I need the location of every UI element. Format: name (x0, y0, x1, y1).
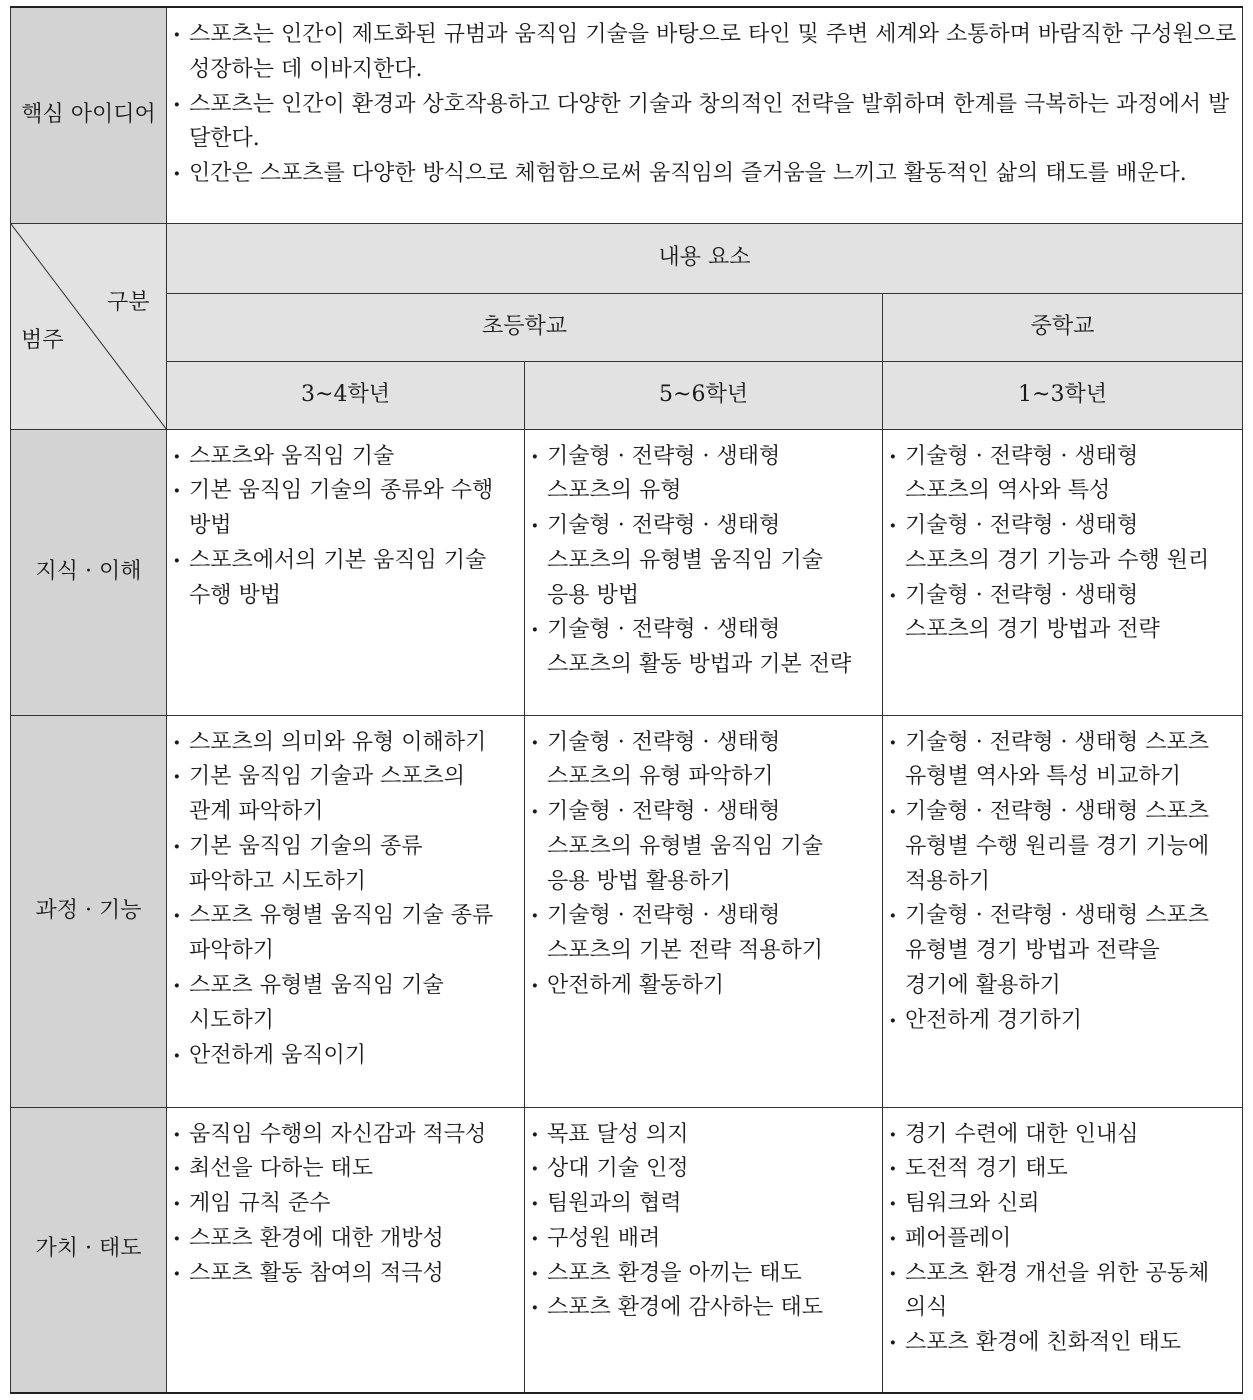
grade-1-3-header: 1~3학년 (883, 361, 1243, 429)
core-idea-item: · 스포츠는 인간이 환경과 상호작용하고 다양한 기술과 창의적인 전략을 발휘하며 한계를 극복하는 과정에서 발달한다. (171, 88, 1242, 158)
content-item: · 스포츠의 의미와 유형 이해하기 (171, 726, 524, 761)
content-item: · 페어플레이 (887, 1222, 1242, 1257)
content-item: · 스포츠 유형별 움직임 기술 시도하기 (171, 969, 524, 1039)
content-item: · 최선을 다하는 태도 (171, 1152, 524, 1187)
core-idea-item: · 스포츠는 인간이 제도화된 규범과 움직임 기술을 바탕으로 타인 및 주변 세계와 소통하며 바람직한 구성원으로 성장하는 데 이바지한다. (171, 18, 1242, 88)
content-item: · 안전하게 경기하기 (887, 1004, 1242, 1039)
value-grade-5-6-cell (525, 1107, 883, 1393)
curriculum-table (10, 6, 1243, 1394)
content-list (529, 440, 882, 684)
content-list (171, 1118, 524, 1292)
content-item: · 스포츠 환경에 대한 개방성 (171, 1222, 524, 1257)
middle-school-header: 중학교 (883, 293, 1243, 361)
content-item: · 스포츠 환경에 감사하는 태도 (529, 1291, 882, 1326)
content-item: · 기술형 · 전략형 · 생태형 스포츠의 활동 방법과 기본 전략 (529, 613, 882, 683)
category-label: 과정 · 기능 (11, 715, 167, 1107)
process-grade-1-3-cell (883, 715, 1243, 1107)
corner-diagonal-cell (11, 223, 167, 429)
content-list (887, 1118, 1242, 1362)
content-item: · 기본 움직임 기술의 종류와 수행 방법 (171, 474, 524, 544)
content-item: · 스포츠 활동 참여의 적극성 (171, 1257, 524, 1292)
content-item: · 도전적 경기 태도 (887, 1152, 1242, 1187)
content-item: · 기본 움직임 기술의 종류 파악하고 시도하기 (171, 830, 524, 900)
category-row-process (11, 715, 1243, 1107)
content-item: · 스포츠 환경에 친화적인 태도 (887, 1326, 1242, 1361)
grade-3-4-header: 3~4학년 (167, 361, 525, 429)
core-idea-item: · 인간은 스포츠를 다양한 방식으로 체험함으로써 움직임의 즐거움을 느끼고 활동적인 삶의 태도를 배운다. (171, 157, 1242, 192)
value-grade-1-3-cell (883, 1107, 1243, 1393)
content-item: · 게임 규칙 준수 (171, 1187, 524, 1222)
content-item: · 상대 기술 인정 (529, 1152, 882, 1187)
content-item: · 기술형 · 전략형 · 생태형 스포츠의 경기 방법과 전략 (887, 579, 1242, 649)
content-item: · 안전하게 움직이기 (171, 1039, 524, 1074)
category-row-value (11, 1107, 1243, 1393)
core-idea-label: 핵심 아이디어 (11, 7, 167, 223)
corner-label-gubun: 구분 (107, 289, 150, 315)
header-row-content (11, 223, 1243, 293)
content-item: · 기술형 · 전략형 · 생태형 스포츠의 유형별 움직임 기술 응용 방법 활용하기 (529, 795, 882, 899)
content-item: · 스포츠 유형별 움직임 기술 종류 파악하기 (171, 899, 524, 969)
content-item: · 경기 수련에 대한 인내심 (887, 1118, 1242, 1153)
content-item: · 스포츠 환경을 아끼는 태도 (529, 1257, 882, 1292)
content-item: · 스포츠에서의 기본 움직임 기술 수행 방법 (171, 544, 524, 614)
content-item: · 기술형 · 전략형 · 생태형 스포츠의 경기 기능과 수행 원리 (887, 509, 1242, 579)
content-list (171, 440, 524, 614)
content-item: · 기술형 · 전략형 · 생태형 스포츠의 역사와 특성 (887, 440, 1242, 510)
content-elements-header: 내용 요소 (167, 223, 1243, 293)
content-item: · 안전하게 활동하기 (529, 969, 882, 1004)
content-list (887, 440, 1242, 649)
content-item: · 움직임 수행의 자신감과 적극성 (171, 1118, 524, 1153)
content-item: · 기술형 · 전략형 · 생태형 스포츠의 기본 전략 적용하기 (529, 899, 882, 969)
knowledge-grade-5-6-cell (525, 429, 883, 715)
content-item: · 스포츠 환경 개선을 위한 공동체 의식 (887, 1257, 1242, 1327)
knowledge-grade-1-3-cell (883, 429, 1243, 715)
knowledge-grade-3-4-cell (167, 429, 525, 715)
content-item: · 구성원 배려 (529, 1222, 882, 1257)
value-grade-3-4-cell (167, 1107, 525, 1393)
header-row-school (11, 293, 1243, 361)
content-item: · 기술형 · 전략형 · 생태형 스포츠의 유형 (529, 440, 882, 510)
elementary-header: 초등학교 (167, 293, 883, 361)
content-item: · 기본 움직임 기술과 스포츠의 관계 파악하기 (171, 760, 524, 830)
content-item: · 목표 달성 의지 (529, 1118, 882, 1153)
core-idea-row (11, 7, 1243, 223)
content-item: · 스포츠와 움직임 기술 (171, 440, 524, 475)
grade-5-6-header: 5~6학년 (525, 361, 883, 429)
content-list (529, 1118, 882, 1327)
content-item: · 팀원과의 협력 (529, 1187, 882, 1222)
process-grade-3-4-cell (167, 715, 525, 1107)
content-list (529, 726, 882, 1004)
content-item: · 기술형 · 전략형 · 생태형 스포츠 유형별 경기 방법과 전략을 경기에 활용하기 (887, 899, 1242, 1003)
core-idea-list (171, 18, 1242, 192)
category-label: 가치 · 태도 (11, 1107, 167, 1393)
content-item: · 기술형 · 전략형 · 생태형 스포츠 유형별 수행 원리를 경기 기능에 적용하기 (887, 795, 1242, 899)
content-item: · 기술형 · 전략형 · 생태형 스포츠 유형별 역사와 특성 비교하기 (887, 726, 1242, 796)
category-row-knowledge (11, 429, 1243, 715)
category-label: 지식 · 이해 (11, 429, 167, 715)
content-list (171, 726, 524, 1074)
content-item: · 팀워크와 신뢰 (887, 1187, 1242, 1222)
core-idea-cell (167, 7, 1243, 223)
process-grade-5-6-cell (525, 715, 883, 1107)
corner-label-beomju: 범주 (21, 327, 64, 353)
content-list (887, 726, 1242, 1039)
content-item: · 기술형 · 전략형 · 생태형 스포츠의 유형별 움직임 기술 응용 방법 (529, 509, 882, 613)
content-item: · 기술형 · 전략형 · 생태형 스포츠의 유형 파악하기 (529, 726, 882, 796)
header-row-grade (11, 361, 1243, 429)
